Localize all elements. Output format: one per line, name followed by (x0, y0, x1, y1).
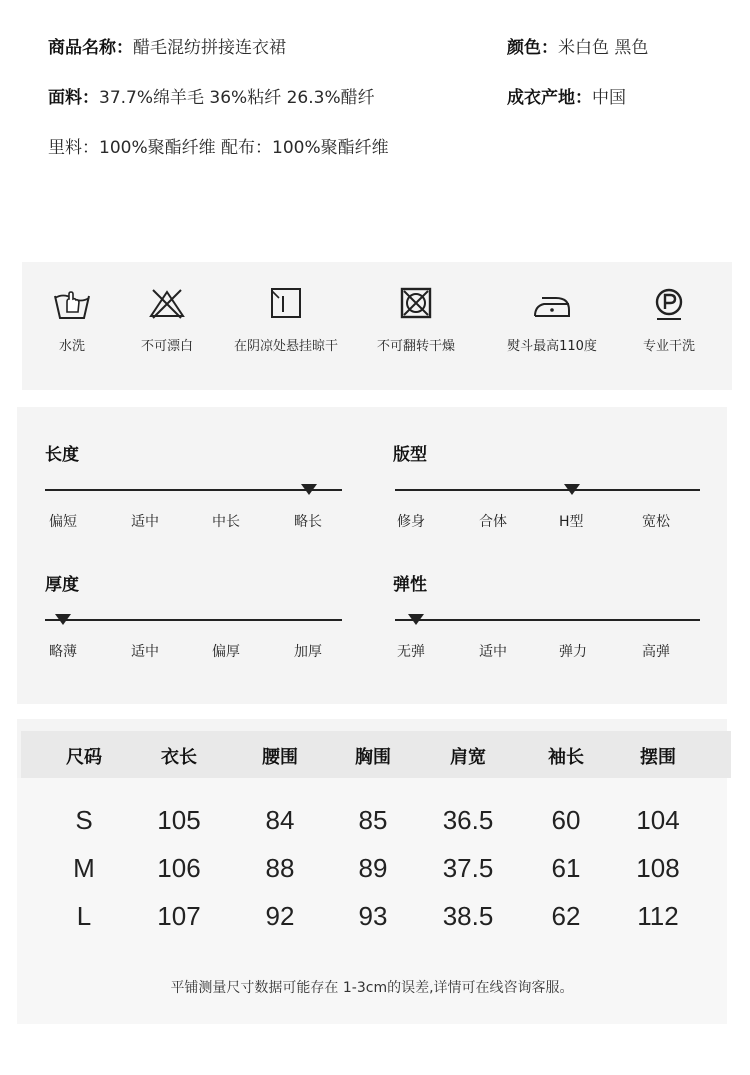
product-origin-line (507, 83, 626, 108)
attr-scale-fit (395, 489, 700, 491)
size-cell: 37.5 (442, 853, 494, 883)
attributes-panel (17, 407, 727, 704)
size-cell: 36.5 (442, 805, 494, 835)
care-label: 专业干洗 (642, 339, 695, 354)
care-label: 水洗 (58, 339, 85, 354)
product-name-label: 商品名称： (48, 38, 133, 58)
attr-option: 加厚 (294, 644, 322, 660)
attr-option: 高弹 (642, 644, 670, 660)
size-header-cell: 胸围 (355, 747, 391, 768)
product-origin-value: 中国 (592, 88, 626, 108)
product-fabric-value: 37.7%绵羊毛 36%粘纤 26.3%醋纤 (99, 88, 375, 108)
size-cell: 93 (358, 901, 388, 931)
attr-marker-fit (564, 484, 580, 495)
attr-option: H型 (559, 514, 584, 530)
size-cell: 105 (157, 805, 201, 835)
product-color-label: 颜色： (507, 38, 558, 58)
size-header-cell: 尺码 (66, 747, 102, 768)
product-lining-line: 里料：100%聚酯纤维 配布：100%聚酯纤维 (48, 138, 389, 158)
attr-title-elasticity: 弹性 (393, 575, 427, 595)
product-name-value: 醋毛混纺拼接连衣裙 (133, 38, 286, 58)
size-cell: 84 (265, 805, 295, 835)
attr-option: 修身 (397, 514, 425, 530)
attr-option: 适中 (131, 644, 159, 660)
product-origin-label: 成衣产地： (507, 88, 592, 108)
care-instructions-panel (22, 262, 732, 390)
attr-scale-elasticity (395, 619, 700, 621)
care-label: 不可漂白 (140, 339, 193, 354)
size-cell: 112 (637, 901, 679, 931)
care-label: 熨斗最高110度 (507, 339, 597, 354)
size-header-cell: 肩宽 (450, 747, 486, 768)
attr-option: 中长 (212, 514, 240, 530)
attr-option: 略薄 (49, 644, 77, 660)
measurement-note: 平铺测量尺寸数据可能存在 1-3cm的误差,详情可在线咨询客服。 (170, 980, 574, 996)
size-cell: M (73, 853, 95, 883)
product-fabric-label: 面料： (48, 88, 99, 108)
size-table (17, 719, 727, 1024)
size-cell: 88 (265, 853, 295, 883)
attr-scale-length (45, 489, 342, 491)
iron-low-icon (532, 286, 572, 322)
size-cell: 92 (265, 901, 295, 931)
size-cell: 89 (358, 853, 388, 883)
attr-title-length: 长度 (45, 445, 79, 465)
product-fabric-line (48, 83, 375, 108)
line-dry-shade-icon (266, 286, 306, 322)
size-header-cell: 衣长 (161, 747, 197, 768)
size-cell: 106 (157, 853, 201, 883)
size-cell: S (75, 805, 93, 835)
attr-title-fit: 版型 (393, 445, 427, 465)
attr-scale-thickness (45, 619, 342, 621)
size-cell: 62 (551, 901, 581, 931)
attr-option: 无弹 (397, 644, 425, 660)
attr-option: 适中 (131, 514, 159, 530)
no-tumble-dry-icon (396, 286, 436, 322)
attr-option: 合体 (479, 514, 507, 530)
product-color-value: 米白色 黑色 (558, 38, 649, 58)
size-cell: 60 (551, 805, 581, 835)
size-cell: 108 (636, 853, 680, 883)
size-header-cell: 袖长 (548, 747, 584, 768)
size-header-cell: 摆围 (640, 747, 676, 768)
attr-option: 略长 (294, 514, 322, 530)
size-cell: 61 (551, 853, 581, 883)
size-cell: 107 (157, 901, 201, 931)
care-label: 不可翻转干燥 (376, 339, 455, 354)
size-header-cell: 腰围 (262, 747, 298, 768)
size-cell: L (76, 901, 92, 931)
attr-option: 偏厚 (212, 644, 240, 660)
attr-marker-elasticity (408, 614, 424, 625)
attr-title-thickness: 厚度 (45, 575, 79, 595)
no-bleach-icon (147, 286, 187, 322)
care-label: 在阴凉处悬挂晾干 (233, 339, 338, 354)
product-color-line (507, 33, 648, 58)
size-cell: 38.5 (442, 901, 494, 931)
product-name-line (48, 33, 286, 58)
professional-dry-clean-icon (649, 286, 689, 322)
size-cell: 104 (636, 805, 680, 835)
attr-option: 适中 (479, 644, 507, 660)
attr-marker-thickness (55, 614, 71, 625)
hand-wash-icon (52, 286, 92, 322)
attr-option: 偏短 (49, 514, 77, 530)
attr-marker-length (301, 484, 317, 495)
size-cell: 85 (358, 805, 388, 835)
attr-option: 弹力 (559, 644, 587, 660)
attr-option: 宽松 (642, 514, 670, 530)
